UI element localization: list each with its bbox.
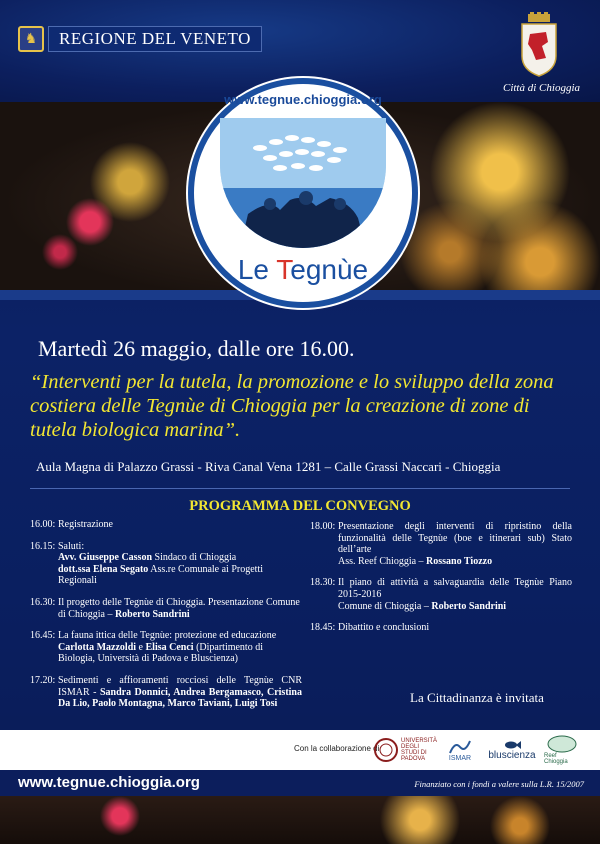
program-item: 16.30: Il progetto delle Tegnùe di Chioggia. Presentazione Comune di Chioggia – Roberto Sandrini — [30, 596, 300, 620]
funding-note: Finanziato con i fondi a valere sulla L.R. 15/2007 — [414, 779, 584, 789]
program-item: 18.45: Dibattito e conclusioni — [310, 622, 430, 634]
event-date: Martedì 26 maggio, dalle ore 16.00. — [38, 336, 355, 361]
unipd-logo: UNIVERSITÀ DEGLI STUDI DI PADOVA — [372, 734, 434, 766]
program-item: 16.00: Registrazione — [30, 519, 113, 530]
lion-of-st-mark-icon: ♞ — [18, 26, 44, 52]
regione-veneto-logo — [18, 26, 262, 52]
city-caption: Città di Chioggia — [502, 82, 580, 94]
bluscienza-fish-icon — [503, 740, 521, 750]
region-name: REGIONE DEL VENETO — [48, 26, 262, 52]
logo-url: www.tegnue.chioggia.org — [224, 92, 382, 107]
divider — [30, 488, 570, 489]
event-venue: Aula Magna di Palazzo Grassi - Riva Canal Vena 1281 – Calle Grassi Naccari - Chioggia — [36, 459, 501, 474]
program-left-column — [30, 519, 302, 720]
reef-chioggia-logo: Reef Chioggia — [544, 734, 580, 766]
footer-url[interactable]: www.tegnue.chioggia.org — [18, 774, 200, 791]
program-item: 18.30: Il piano di attività a salvaguardia delle Tegnùe Piano 2015-2016 Comune di Chioggia – Roberto Sandrini — [310, 577, 572, 612]
program-item: 18.00: Presentazione degli interventi di ripristino della funzionalità delle Tegnùe (boe e itinerari sub) Stato dell’arte Ass. Reef Chioggia – Rossano Tiozzo — [310, 521, 572, 567]
ismar-logo: ISMAR — [440, 734, 480, 766]
invite-text: La Cittadinanza è invitata — [410, 690, 544, 705]
program-title: PROGRAMMA DEL CONVEGNO — [189, 498, 411, 514]
event-headline: “Interventi per la tutela, la promozione e lo sviluppo della zona costiera delle Tegnùe di Chioggia per la creazione di zone di tutela biologica marina”. — [30, 371, 554, 441]
bottom-reef-photo — [0, 796, 600, 844]
collab-label: Con la collaborazione di — [294, 744, 380, 753]
program-item: 16.45: La fauna ittica delle Tegnùe: protezione ed educazione Carlotta Mazzoldi e Elisa Cenci (Dipartimento di Biologia, Università di Padova e Bluscienza) — [30, 630, 277, 665]
program-right-column — [310, 521, 572, 644]
ismar-wave-icon — [449, 739, 471, 755]
program-item: 17.20: Sedimenti e affioramenti rocciosi delle Tegnùe CNR ISMAR - Sandra Donnici, Andrea Bergamasco, Cristina Da Lio, Paolo Montagna, Marco Taviani, Luigi Tosi — [30, 674, 302, 710]
reef-oval-icon — [547, 735, 577, 753]
logo-title: Le Tegnùe — [237, 254, 369, 285]
unipd-seal-icon — [373, 737, 399, 763]
program-item: 16.15: Saluti: Avv. Giuseppe Casson Sindaco di Chioggia dott.ssa Elena Segato Ass.re Comunale ai Progetti Regionali — [30, 540, 264, 587]
bluscienza-logo: bluscienza — [486, 734, 538, 766]
chioggia-crest-icon — [516, 12, 562, 78]
